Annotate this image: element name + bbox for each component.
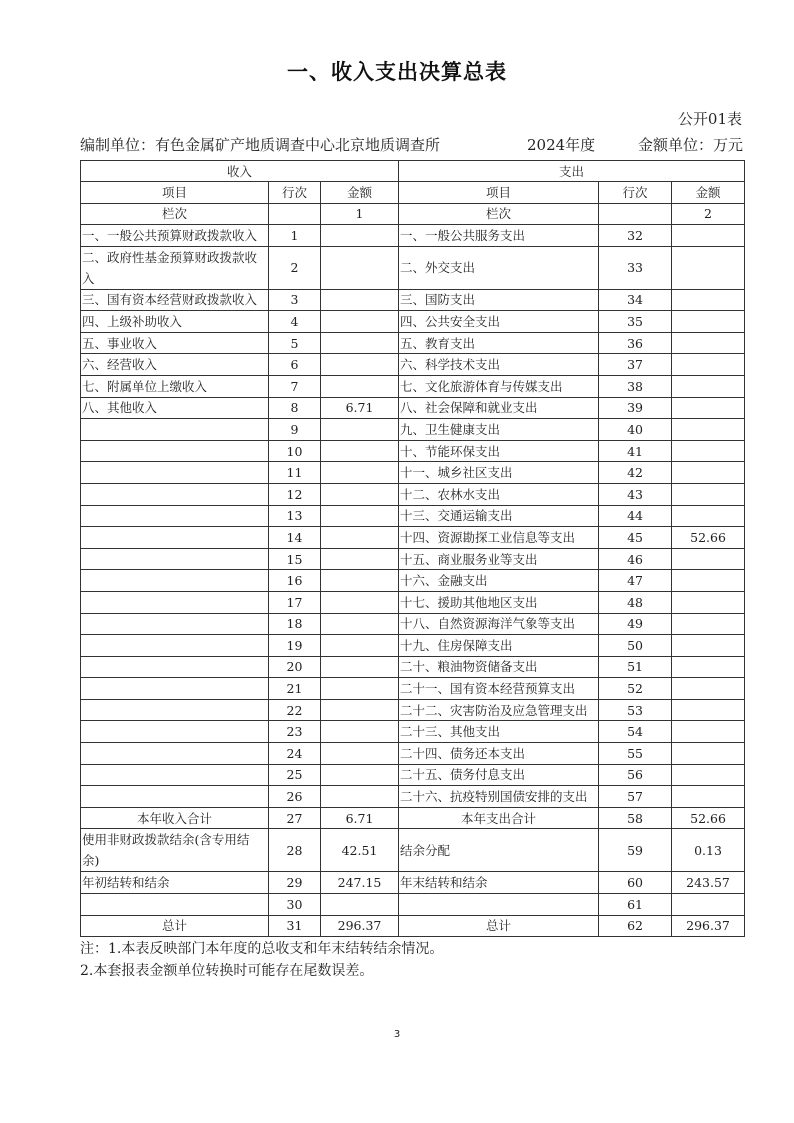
- expense-row-number: 52: [599, 678, 672, 700]
- expense-item: [399, 894, 599, 916]
- income-item: [81, 699, 269, 721]
- table-row: [81, 613, 745, 635]
- expense-item: 十七、援助其他地区支出: [399, 591, 599, 613]
- summary-row: [81, 915, 745, 937]
- expense-row-number: 35: [599, 311, 672, 333]
- expense-item: 十、节能环保支出: [399, 440, 599, 462]
- income-amount: [321, 225, 399, 247]
- expense-amount: 296.37: [672, 915, 745, 937]
- income-item: 二、政府性基金预算财政拨款收入: [81, 246, 269, 289]
- income-item-header: 项目: [81, 182, 269, 204]
- form-number: 公开01表: [677, 110, 742, 128]
- expense-row-number: 46: [599, 548, 672, 570]
- income-amount: [321, 786, 399, 808]
- income-amount: [321, 375, 399, 397]
- expense-amount: [672, 462, 745, 484]
- income-amount: [321, 591, 399, 613]
- income-row-number: 29: [269, 872, 321, 894]
- expense-amount: [672, 483, 745, 505]
- income-row-number: 6: [269, 354, 321, 376]
- income-row-number: 7: [269, 375, 321, 397]
- table-row: [81, 289, 745, 311]
- table-row: [81, 483, 745, 505]
- income-item: [81, 894, 269, 916]
- income-amount: [321, 656, 399, 678]
- table-row: [81, 764, 745, 786]
- expense-item: 四、公共安全支出: [399, 311, 599, 333]
- expense-amount: [672, 289, 745, 311]
- expense-item: 十六、金融支出: [399, 570, 599, 592]
- expense-amount: [672, 570, 745, 592]
- income-row-number: 19: [269, 635, 321, 657]
- table-row: [81, 354, 745, 376]
- income-row-number: 9: [269, 419, 321, 441]
- expense-rowno-header: 行次: [599, 182, 672, 204]
- income-row-number: 25: [269, 764, 321, 786]
- expense-item: 二十四、债务还本支出: [399, 743, 599, 765]
- income-amount: [321, 440, 399, 462]
- expense-amount: 52.66: [672, 807, 745, 829]
- income-amount: [321, 764, 399, 786]
- table-row: [81, 635, 745, 657]
- expense-item: 十二、农林水支出: [399, 483, 599, 505]
- income-item: 总计: [81, 915, 269, 937]
- expense-item: 二、外交支出: [399, 246, 599, 289]
- table-row: [81, 311, 745, 333]
- income-item: [81, 440, 269, 462]
- income-amount: [321, 678, 399, 700]
- expense-item: 结余分配: [399, 829, 599, 872]
- expense-row-number: 41: [599, 440, 672, 462]
- income-item: [81, 613, 269, 635]
- income-row-number: 1: [269, 225, 321, 247]
- income-row-number: 31: [269, 915, 321, 937]
- income-amount: [321, 289, 399, 311]
- expense-amount: [672, 397, 745, 419]
- income-item: 六、经营收入: [81, 354, 269, 376]
- income-rowno-header: 行次: [269, 182, 321, 204]
- expense-amount: [672, 591, 745, 613]
- income-row-number: 14: [269, 527, 321, 549]
- income-row-number: 21: [269, 678, 321, 700]
- income-item: [81, 462, 269, 484]
- expense-row-number: 37: [599, 354, 672, 376]
- income-row-number: 15: [269, 548, 321, 570]
- income-amount: [321, 743, 399, 765]
- page-number: 3: [393, 1029, 401, 1040]
- expense-amount: [672, 505, 745, 527]
- expense-item: 十四、资源勘探工业信息等支出: [399, 527, 599, 549]
- expense-row-number: 32: [599, 225, 672, 247]
- income-amount: [321, 548, 399, 570]
- table-row: [81, 548, 745, 570]
- income-amount: [321, 246, 399, 289]
- income-amount: 42.51: [321, 829, 399, 872]
- expense-item: 十九、住房保障支出: [399, 635, 599, 657]
- table-row: [81, 332, 745, 354]
- expense-item: 年末结转和结余: [399, 872, 599, 894]
- table-row: [81, 570, 745, 592]
- expense-row-number: 60: [599, 872, 672, 894]
- expense-row-number: 39: [599, 397, 672, 419]
- income-col-index: 1: [321, 203, 399, 225]
- expense-row-number: 42: [599, 462, 672, 484]
- expense-row-number: 36: [599, 332, 672, 354]
- income-item: [81, 505, 269, 527]
- income-item: 使用非财政拨款结余(含专用结余): [81, 829, 269, 872]
- income-amount: 296.37: [321, 915, 399, 937]
- expense-item: 二十一、国有资本经营预算支出: [399, 678, 599, 700]
- income-amount: [321, 419, 399, 441]
- expense-amount: [672, 548, 745, 570]
- income-amount: [321, 505, 399, 527]
- expense-col-index: 2: [672, 203, 745, 225]
- income-item: [81, 483, 269, 505]
- income-row-number: 4: [269, 311, 321, 333]
- table-row: [81, 591, 745, 613]
- table-row: [81, 440, 745, 462]
- expense-amount: [672, 743, 745, 765]
- income-amount: [321, 570, 399, 592]
- expense-row-number: 58: [599, 807, 672, 829]
- table-row: [81, 678, 745, 700]
- expense-item: 十一、城乡社区支出: [399, 462, 599, 484]
- table-row: [81, 656, 745, 678]
- table-row: [81, 375, 745, 397]
- expense-row-number: 59: [599, 829, 672, 872]
- income-item: [81, 786, 269, 808]
- expense-amount: [672, 635, 745, 657]
- income-row-number: 16: [269, 570, 321, 592]
- table-row: [81, 743, 745, 765]
- income-row-number: 2: [269, 246, 321, 289]
- income-amount-header: 金额: [321, 182, 399, 204]
- expense-row-number: 55: [599, 743, 672, 765]
- summary-row: [81, 872, 745, 894]
- expense-amount: [672, 721, 745, 743]
- income-item: 五、事业收入: [81, 332, 269, 354]
- expense-row-number: 47: [599, 570, 672, 592]
- expense-amount: [672, 440, 745, 462]
- income-col-label: 栏次: [81, 203, 269, 225]
- expense-item: 三、国防支出: [399, 289, 599, 311]
- expense-item: 本年支出合计: [399, 807, 599, 829]
- expense-row-number: 43: [599, 483, 672, 505]
- compiling-unit: 编制单位：有色金属矿产地质调查中心北京地质调查所: [80, 136, 441, 154]
- income-row-number: 11: [269, 462, 321, 484]
- income-amount: [321, 894, 399, 916]
- income-row-number: 3: [269, 289, 321, 311]
- column-index-row: [81, 203, 745, 225]
- expense-col-label: 栏次: [399, 203, 599, 225]
- income-amount: 6.71: [321, 397, 399, 419]
- expense-amount: [672, 419, 745, 441]
- income-row-number: 13: [269, 505, 321, 527]
- table-row: [81, 505, 745, 527]
- table-row: [81, 419, 745, 441]
- table-row: [81, 786, 745, 808]
- amount-unit: 金额单位：万元: [637, 136, 743, 154]
- fiscal-year: 2024年度: [527, 136, 596, 154]
- summary-row: [81, 807, 745, 829]
- income-item: [81, 678, 269, 700]
- expense-amount: [672, 656, 745, 678]
- income-col-blank: [269, 203, 321, 225]
- income-item: 年初结转和结余: [81, 872, 269, 894]
- income-amount: [321, 483, 399, 505]
- expense-item: 总计: [399, 915, 599, 937]
- expense-item: 七、文化旅游体育与传媒支出: [399, 375, 599, 397]
- expense-item: 二十三、其他支出: [399, 721, 599, 743]
- income-amount: [321, 527, 399, 549]
- summary-row: [81, 894, 745, 916]
- expense-row-number: 33: [599, 246, 672, 289]
- income-item: [81, 527, 269, 549]
- income-amount: [321, 332, 399, 354]
- table-row: [81, 527, 745, 549]
- income-item: [81, 570, 269, 592]
- expense-row-number: 62: [599, 915, 672, 937]
- income-header: 收入: [81, 161, 399, 182]
- expense-row-number: 53: [599, 699, 672, 721]
- income-amount: [321, 613, 399, 635]
- income-item: 本年收入合计: [81, 807, 269, 829]
- expense-amount: [672, 699, 745, 721]
- income-row-number: 22: [269, 699, 321, 721]
- expense-row-number: 38: [599, 375, 672, 397]
- expense-row-number: 44: [599, 505, 672, 527]
- expense-amount: [672, 764, 745, 786]
- expense-amount: 52.66: [672, 527, 745, 549]
- expense-row-number: 56: [599, 764, 672, 786]
- income-item: 一、一般公共预算财政拨款收入: [81, 225, 269, 247]
- income-item: [81, 591, 269, 613]
- expense-item: 九、卫生健康支出: [399, 419, 599, 441]
- table-row: [81, 397, 745, 419]
- income-row-number: 12: [269, 483, 321, 505]
- income-item: 四、上级补助收入: [81, 311, 269, 333]
- income-item: [81, 721, 269, 743]
- expense-item: 二十、粮油物资储备支出: [399, 656, 599, 678]
- expense-item: 一、一般公共服务支出: [399, 225, 599, 247]
- expense-row-number: 34: [599, 289, 672, 311]
- income-row-number: 18: [269, 613, 321, 635]
- report-meta: [80, 134, 743, 156]
- income-amount: [321, 699, 399, 721]
- note-1: 注：1.本表反映部门本年度的总收支和年末结转结余情况。: [80, 941, 444, 957]
- expense-row-number: 54: [599, 721, 672, 743]
- expense-row-number: 61: [599, 894, 672, 916]
- expense-item: 二十五、债务付息支出: [399, 764, 599, 786]
- expense-item-header: 项目: [399, 182, 599, 204]
- income-amount: [321, 462, 399, 484]
- expense-header: 支出: [399, 161, 745, 182]
- income-item: 八、其他收入: [81, 397, 269, 419]
- expense-row-number: 51: [599, 656, 672, 678]
- income-row-number: 28: [269, 829, 321, 872]
- income-item: [81, 656, 269, 678]
- expense-amount: 243.57: [672, 872, 745, 894]
- expense-amount: 0.13: [672, 829, 745, 872]
- expense-amount: [672, 225, 745, 247]
- expense-item: 十三、交通运输支出: [399, 505, 599, 527]
- income-item: 三、国有资本经营财政拨款收入: [81, 289, 269, 311]
- income-amount: [321, 354, 399, 376]
- income-item: [81, 743, 269, 765]
- income-row-number: 5: [269, 332, 321, 354]
- income-row-number: 20: [269, 656, 321, 678]
- expense-amount: [672, 246, 745, 289]
- income-amount: 6.71: [321, 807, 399, 829]
- income-amount: [321, 721, 399, 743]
- expense-item: 十五、商业服务业等支出: [399, 548, 599, 570]
- note-2: 2.本套报表金额单位转换时可能存在尾数误差。: [80, 963, 374, 979]
- income-amount: 247.15: [321, 872, 399, 894]
- expense-amount: [672, 894, 745, 916]
- income-row-number: 23: [269, 721, 321, 743]
- expense-item: 六、科学技术支出: [399, 354, 599, 376]
- income-row-number: 26: [269, 786, 321, 808]
- expense-amount-header: 金额: [672, 182, 745, 204]
- income-item: 七、附属单位上缴收入: [81, 375, 269, 397]
- income-expense-table: [80, 160, 745, 937]
- expense-item: 五、教育支出: [399, 332, 599, 354]
- expense-item: 二十二、灾害防治及应急管理支出: [399, 699, 599, 721]
- expense-amount: [672, 375, 745, 397]
- page-title: 一、收入支出决算总表: [287, 60, 507, 84]
- income-row-number: 8: [269, 397, 321, 419]
- column-header-row: [81, 182, 745, 204]
- table-row: [81, 721, 745, 743]
- expense-amount: [672, 354, 745, 376]
- table-row: [81, 246, 745, 289]
- income-row-number: 30: [269, 894, 321, 916]
- income-amount: [321, 635, 399, 657]
- table-row: [81, 699, 745, 721]
- expense-amount: [672, 678, 745, 700]
- expense-row-number: 48: [599, 591, 672, 613]
- income-row-number: 17: [269, 591, 321, 613]
- income-item: [81, 548, 269, 570]
- section-header-row: [81, 161, 745, 182]
- income-row-number: 24: [269, 743, 321, 765]
- income-row-number: 27: [269, 807, 321, 829]
- expense-col-blank: [599, 203, 672, 225]
- expense-item: 八、社会保障和就业支出: [399, 397, 599, 419]
- income-row-number: 10: [269, 440, 321, 462]
- table-row: [81, 462, 745, 484]
- income-item: [81, 635, 269, 657]
- summary-row: [81, 829, 745, 872]
- expense-row-number: 50: [599, 635, 672, 657]
- expense-amount: [672, 311, 745, 333]
- income-amount: [321, 311, 399, 333]
- expense-item: 十八、自然资源海洋气象等支出: [399, 613, 599, 635]
- expense-amount: [672, 786, 745, 808]
- income-item: [81, 419, 269, 441]
- expense-row-number: 40: [599, 419, 672, 441]
- expense-amount: [672, 613, 745, 635]
- income-item: [81, 764, 269, 786]
- expense-row-number: 45: [599, 527, 672, 549]
- expense-row-number: 57: [599, 786, 672, 808]
- table-row: [81, 225, 745, 247]
- expense-item: 二十六、抗疫特别国债安排的支出: [399, 786, 599, 808]
- expense-amount: [672, 332, 745, 354]
- notes: [80, 938, 443, 982]
- expense-row-number: 49: [599, 613, 672, 635]
